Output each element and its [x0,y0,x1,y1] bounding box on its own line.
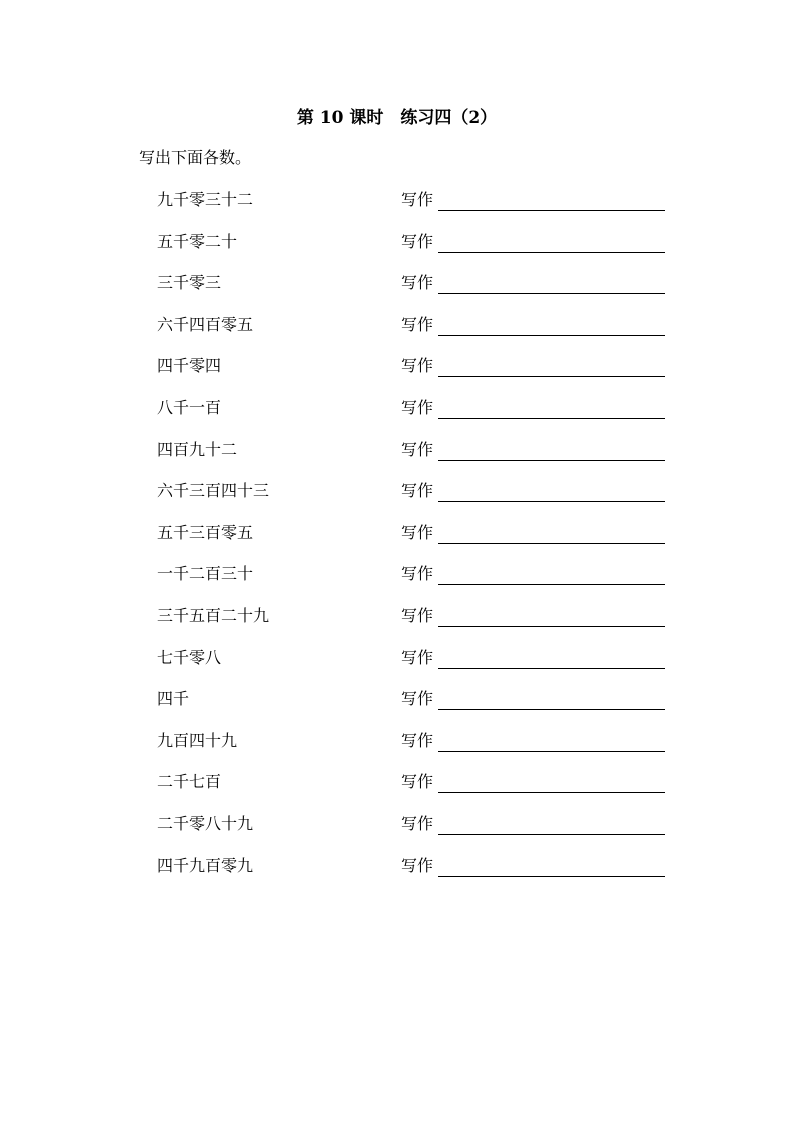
write-prefix: 写作 [401,356,434,376]
number-in-words: 五千三百零五 [157,522,254,542]
answer-blank[interactable] [438,563,665,585]
number-in-words: 三千零三 [157,273,222,293]
write-prefix: 写作 [401,481,434,501]
write-prefix: 写作 [401,231,434,251]
exercise-row [157,437,677,479]
exercise-row [157,270,677,312]
page-title: 第 10 课时 练习四（2） [296,108,498,128]
write-prefix: 写作 [401,190,434,209]
exercise-row [157,811,677,853]
answer-blank[interactable] [438,813,665,835]
answer-blank[interactable] [438,397,665,419]
write-prefix: 写作 [401,605,434,625]
exercise-row [157,645,677,687]
write-prefix: 写作 [401,439,434,459]
number-in-words: 四千 [157,689,190,709]
write-prefix: 写作 [401,397,434,417]
exercise-row [157,229,677,271]
number-in-words: 五千零二十 [157,231,238,251]
number-in-words: 一千二百三十 [157,564,254,584]
answer-blank[interactable] [438,189,665,211]
answer-blank[interactable] [438,688,665,710]
exercise-row [157,520,677,562]
number-in-words: 七千零八 [157,647,222,667]
write-prefix: 写作 [401,647,434,667]
exercise-list [157,187,677,894]
write-prefix: 写作 [401,689,434,709]
exercise-instruction: 写出下面各数。 [139,148,252,167]
answer-blank[interactable] [438,730,665,752]
answer-blank[interactable] [438,231,665,253]
number-in-words: 八千一百 [157,397,222,417]
write-prefix: 写作 [401,772,434,792]
number-in-words: 二千七百 [157,772,222,792]
number-in-words: 二千零八十九 [157,813,254,833]
exercise-row [157,478,677,520]
exercise-row [157,353,677,395]
exercise-row [157,561,677,603]
exercise-row [157,187,677,229]
exercise-row [157,728,677,770]
answer-blank[interactable] [438,771,665,793]
write-prefix: 写作 [401,564,434,584]
number-in-words: 六千三百四十三 [157,481,270,501]
exercise-row [157,769,677,811]
exercise-row [157,395,677,437]
answer-blank[interactable] [438,480,665,502]
write-prefix: 写作 [401,730,434,750]
answer-blank[interactable] [438,314,665,336]
exercise-row [157,312,677,354]
answer-blank[interactable] [438,272,665,294]
write-prefix: 写作 [401,855,434,875]
answer-blank[interactable] [438,647,665,669]
answer-blank[interactable] [438,855,665,877]
answer-blank[interactable] [438,605,665,627]
exercise-row [157,853,677,895]
number-in-words: 九百四十九 [157,730,238,750]
answer-blank[interactable] [438,355,665,377]
write-prefix: 写作 [401,314,434,334]
exercise-row [157,686,677,728]
number-in-words: 四千零四 [157,356,222,376]
number-in-words: 四千九百零九 [157,855,254,875]
write-prefix: 写作 [401,522,434,542]
number-in-words: 三千五百二十九 [157,605,270,625]
write-prefix: 写作 [401,273,434,293]
number-in-words: 四百九十二 [157,439,238,459]
answer-blank[interactable] [438,522,665,544]
number-in-words: 九千零三十二 [157,190,254,209]
number-in-words: 六千四百零五 [157,314,254,334]
write-prefix: 写作 [401,813,434,833]
answer-blank[interactable] [438,439,665,461]
exercise-row [157,603,677,645]
